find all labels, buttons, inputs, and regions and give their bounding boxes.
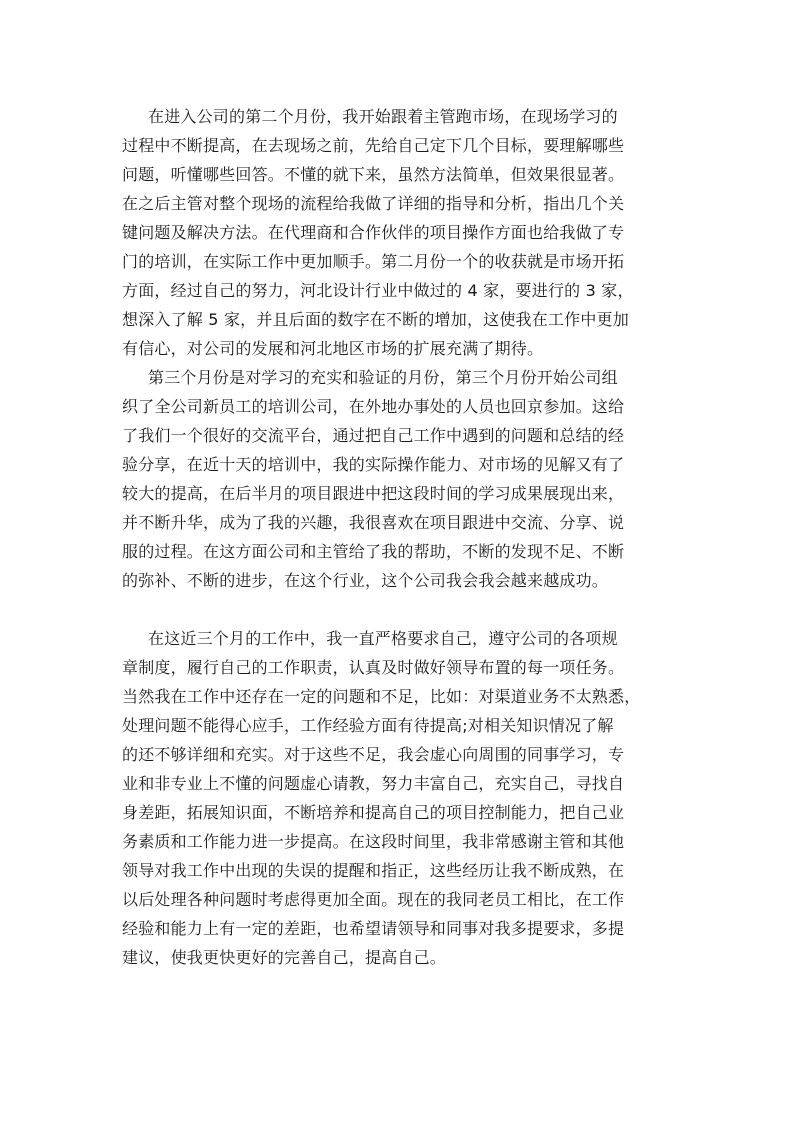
text-line: 当然我在工作中还存在一定的问题和不足，比如：对渠道业务不太熟悉，	[122, 687, 641, 706]
text-line: 建议，使我更快更好的完善自己，提高自己。	[122, 948, 447, 967]
text-line: 以后处理各种问题时考虑得更加全面。现在的我同老员工相比，在工作	[122, 890, 625, 909]
text-line: 的弥补、不断的进步，在这个行业，这个公司我会我会越来越成功。	[122, 571, 609, 590]
text-line: 务素质和工作能力进一步提高。在这段时间里，我非常感谢主管和其他	[122, 832, 625, 851]
text-line: 问题，听懂哪些回答。不懂的就下来，虽然方法简单，但效果很显著。	[122, 165, 625, 184]
text-line: 过程中不断提高，在去现场之前，先给自己定下几个目标，要理解哪些	[122, 136, 625, 155]
text-line: 处理问题不能得心应手，工作经验方面有待提高;对相关知识情况了解	[122, 716, 614, 735]
text-line: 想深入了解 5 家，并且后面的数字在不断的增加，这使我在工作中更加	[122, 310, 629, 329]
text-line: 较大的提高，在后半月的项目跟进中把这段时间的学习成果展现出来，	[122, 484, 625, 503]
text-line: 并不断升华，成为了我的兴趣，我很喜欢在项目跟进中交流、分享、说	[122, 513, 625, 532]
text-line: 第三个月份是对学习的充实和验证的月份，第三个月份开始公司组	[148, 368, 618, 387]
text-line: 在进入公司的第二个月份，我开始跟着主管跑市场，在现场学习的	[148, 107, 618, 126]
text-line: 织了全公司新员工的培训公司，在外地办事处的人员也回京参加。这给	[122, 397, 625, 416]
text-line: 在这近三个月的工作中，我一直严格要求自己，遵守公司的各项规	[148, 629, 618, 648]
text-line: 键问题及解决方法。在代理商和合作伙伴的项目操作方面也给我做了专	[122, 223, 625, 242]
text-line: 的还不够详细和充实。对于这些不足，我会虚心向周围的同事学习，专	[122, 745, 625, 764]
text-line: 了我们一个很好的交流平台，通过把自己工作中遇到的问题和总结的经	[122, 426, 625, 445]
text-line: 章制度，履行自己的工作职责，认真及时做好领导布置的每一项任务。	[122, 658, 625, 677]
text-line: 验分享，在近十天的培训中，我的实际操作能力、对市场的见解又有了	[122, 455, 625, 474]
text-line: 门的培训，在实际工作中更加顺手。第二月份一个的收获就是市场开拓	[122, 252, 625, 271]
text-line: 方面，经过自己的努力，河北设计行业中做过的 4 家，要进行的 3 家，	[122, 281, 634, 300]
text-line: 经验和能力上有一定的差距，也希望请领导和同事对我多提要求，多提	[122, 919, 625, 938]
text-line: 业和非专业上不懂的问题虚心请教，努力丰富自己，充实自己，寻找自	[122, 774, 625, 793]
text-line: 服的过程。在这方面公司和主管给了我的帮助，不断的发现不足、不断	[122, 542, 625, 561]
text-line: 领导对我工作中出现的失误的提醒和指正，这些经历让我不断成熟，在	[122, 861, 625, 880]
text-line: 身差距，拓展知识面，不断培养和提高自己的项目控制能力，把自己业	[122, 803, 625, 822]
text-line: 有信心，对公司的发展和河北地区市场的扩展充满了期待。	[122, 339, 544, 358]
text-line: 在之后主管对整个现场的流程给我做了详细的指导和分析，指出几个关	[122, 194, 625, 213]
